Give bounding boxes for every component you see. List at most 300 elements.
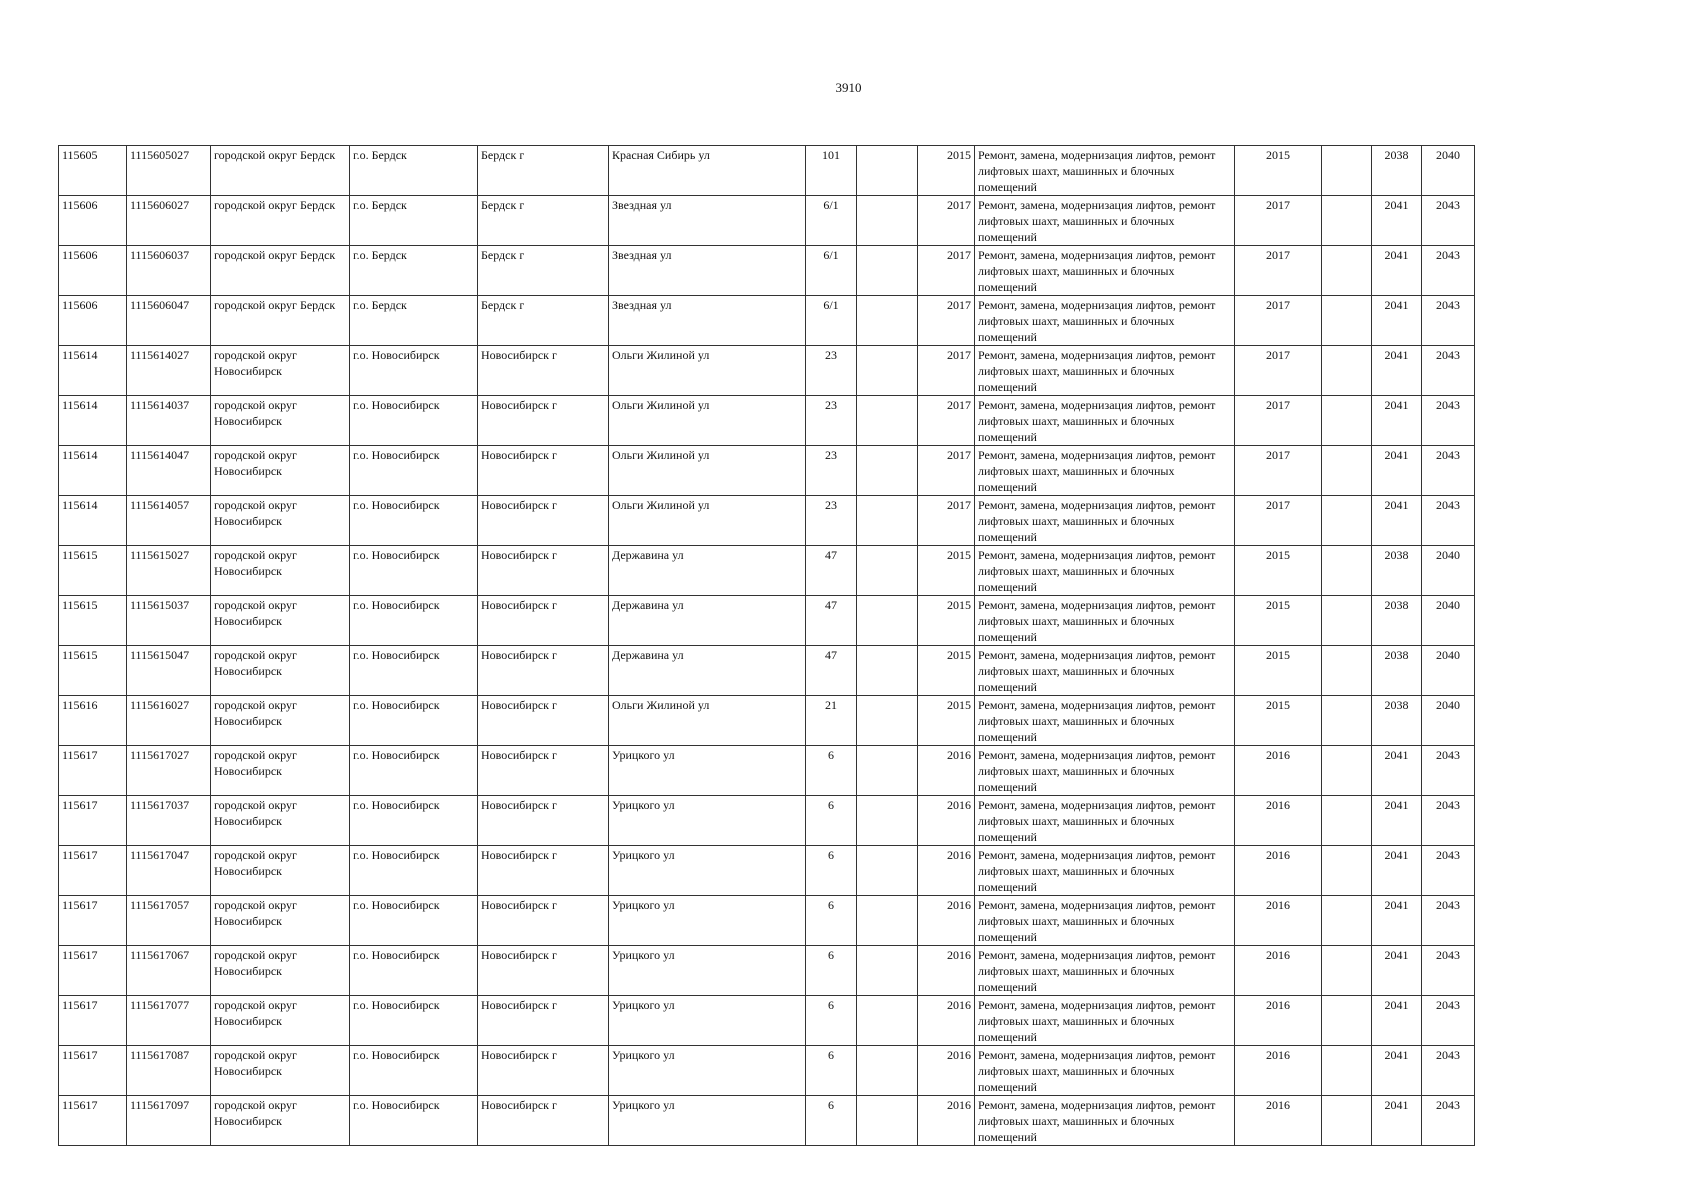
- cell-street: Звездная ул: [609, 246, 806, 296]
- cell-plan-from: 2041: [1372, 746, 1422, 796]
- cell-blank1: [857, 596, 918, 646]
- cell-id: 1115615027: [127, 546, 211, 596]
- cell-settlement: Новосибирск г: [478, 1096, 609, 1146]
- cell-blank1: [857, 696, 918, 746]
- cell-id: 1115617047: [127, 846, 211, 896]
- cell-plan-from: 2041: [1372, 996, 1422, 1046]
- cell-municipality: г.о. Новосибирск: [350, 1096, 478, 1146]
- cell-street: Державина ул: [609, 596, 806, 646]
- cell-id: 1115614027: [127, 346, 211, 396]
- cell-work: Ремонт, замена, модернизация лифтов, ремонт лифтовых шахт, машинных и блочных помещений: [975, 696, 1235, 746]
- cell-settlement: Бердск г: [478, 196, 609, 246]
- cell-plan-from: 2038: [1372, 646, 1422, 696]
- cell-year: 2016: [918, 846, 975, 896]
- cell-blank2: [1322, 246, 1372, 296]
- cell-house: 21: [806, 696, 857, 746]
- cell-code: 115617: [59, 846, 127, 896]
- cell-code: 115617: [59, 1096, 127, 1146]
- cell-settlement: Новосибирск г: [478, 396, 609, 446]
- cell-work-year: 2017: [1235, 396, 1322, 446]
- cell-settlement: Бердск г: [478, 296, 609, 346]
- cell-municipality: г.о. Новосибирск: [350, 946, 478, 996]
- cell-work: Ремонт, замена, модернизация лифтов, ремонт лифтовых шахт, машинных и блочных помещений: [975, 846, 1235, 896]
- cell-blank1: [857, 846, 918, 896]
- cell-id: 1115616027: [127, 696, 211, 746]
- cell-municipality: г.о. Новосибирск: [350, 546, 478, 596]
- cell-district: городской округ Новосибирск: [211, 546, 350, 596]
- cell-year: 2017: [918, 296, 975, 346]
- cell-district: городской округ Новосибирск: [211, 1046, 350, 1096]
- cell-district: городской округ Новосибирск: [211, 796, 350, 846]
- cell-street: Державина ул: [609, 646, 806, 696]
- cell-house: 6: [806, 1046, 857, 1096]
- cell-blank2: [1322, 196, 1372, 246]
- cell-id: 1115605027: [127, 146, 211, 196]
- cell-year: 2015: [918, 546, 975, 596]
- cell-district: городской округ Новосибирск: [211, 596, 350, 646]
- cell-house: 6/1: [806, 246, 857, 296]
- cell-code: 115606: [59, 296, 127, 346]
- cell-street: Урицкого ул: [609, 1096, 806, 1146]
- cell-id: 1115614037: [127, 396, 211, 446]
- cell-municipality: г.о. Новосибирск: [350, 496, 478, 546]
- cell-year: 2015: [918, 696, 975, 746]
- cell-municipality: г.о. Новосибирск: [350, 596, 478, 646]
- table-row: [59, 196, 1475, 246]
- cell-plan-from: 2041: [1372, 196, 1422, 246]
- cell-house: 23: [806, 396, 857, 446]
- cell-district: городской округ Новосибирск: [211, 446, 350, 496]
- cell-house: 6: [806, 1096, 857, 1146]
- cell-id: 1115606037: [127, 246, 211, 296]
- cell-blank2: [1322, 846, 1372, 896]
- cell-district: городской округ Новосибирск: [211, 1096, 350, 1146]
- cell-plan-from: 2041: [1372, 446, 1422, 496]
- cell-blank1: [857, 146, 918, 196]
- table-row: [59, 246, 1475, 296]
- cell-blank1: [857, 396, 918, 446]
- cell-street: Ольги Жилиной ул: [609, 346, 806, 396]
- cell-work: Ремонт, замена, модернизация лифтов, ремонт лифтовых шахт, машинных и блочных помещений: [975, 546, 1235, 596]
- cell-year: 2017: [918, 496, 975, 546]
- cell-work: Ремонт, замена, модернизация лифтов, ремонт лифтовых шахт, машинных и блочных помещений: [975, 946, 1235, 996]
- cell-plan-from: 2041: [1372, 396, 1422, 446]
- cell-id: 1115617027: [127, 746, 211, 796]
- cell-year: 2016: [918, 1046, 975, 1096]
- cell-year: 2016: [918, 896, 975, 946]
- cell-municipality: г.о. Новосибирск: [350, 396, 478, 446]
- cell-district: городской округ Бердск: [211, 246, 350, 296]
- cell-work-year: 2015: [1235, 546, 1322, 596]
- cell-blank1: [857, 296, 918, 346]
- cell-work-year: 2017: [1235, 446, 1322, 496]
- cell-blank1: [857, 346, 918, 396]
- cell-district: городской округ Новосибирск: [211, 696, 350, 746]
- cell-blank2: [1322, 996, 1372, 1046]
- cell-municipality: г.о. Бердск: [350, 246, 478, 296]
- cell-street: Урицкого ул: [609, 896, 806, 946]
- cell-district: городской округ Новосибирск: [211, 746, 350, 796]
- cell-work: Ремонт, замена, модернизация лифтов, ремонт лифтовых шахт, машинных и блочных помещений: [975, 896, 1235, 946]
- cell-house: 6: [806, 996, 857, 1046]
- cell-house: 6: [806, 946, 857, 996]
- cell-work-year: 2016: [1235, 1046, 1322, 1096]
- cell-work: Ремонт, замена, модернизация лифтов, ремонт лифтовых шахт, машинных и блочных помещений: [975, 146, 1235, 196]
- table-row: [59, 1096, 1475, 1146]
- cell-year: 2016: [918, 746, 975, 796]
- table-row: [59, 546, 1475, 596]
- cell-blank1: [857, 246, 918, 296]
- cell-district: городской округ Новосибирск: [211, 396, 350, 446]
- cell-settlement: Новосибирск г: [478, 496, 609, 546]
- cell-plan-to: 2043: [1422, 346, 1475, 396]
- cell-blank1: [857, 896, 918, 946]
- cell-district: городской округ Новосибирск: [211, 996, 350, 1046]
- cell-year: 2015: [918, 146, 975, 196]
- cell-work: Ремонт, замена, модернизация лифтов, ремонт лифтовых шахт, машинных и блочных помещений: [975, 596, 1235, 646]
- cell-house: 23: [806, 446, 857, 496]
- cell-blank2: [1322, 796, 1372, 846]
- cell-blank2: [1322, 396, 1372, 446]
- cell-settlement: Новосибирск г: [478, 996, 609, 1046]
- cell-district: городской округ Новосибирск: [211, 946, 350, 996]
- cell-district: городской округ Бердск: [211, 296, 350, 346]
- cell-street: Державина ул: [609, 546, 806, 596]
- cell-id: 1115614057: [127, 496, 211, 546]
- cell-code: 115615: [59, 646, 127, 696]
- cell-id: 1115617037: [127, 796, 211, 846]
- cell-id: 1115617067: [127, 946, 211, 996]
- cell-district: городской округ Бердск: [211, 196, 350, 246]
- repair-register-table: [58, 145, 1475, 1146]
- cell-id: 1115606047: [127, 296, 211, 346]
- cell-settlement: Новосибирск г: [478, 446, 609, 496]
- cell-blank1: [857, 646, 918, 696]
- cell-house: 6: [806, 896, 857, 946]
- cell-settlement: Новосибирск г: [478, 896, 609, 946]
- table-row: [59, 946, 1475, 996]
- cell-work: Ремонт, замена, модернизация лифтов, ремонт лифтовых шахт, машинных и блочных помещений: [975, 496, 1235, 546]
- cell-blank1: [857, 546, 918, 596]
- table-row: [59, 296, 1475, 346]
- cell-work-year: 2016: [1235, 746, 1322, 796]
- cell-house: 47: [806, 646, 857, 696]
- cell-code: 115615: [59, 546, 127, 596]
- cell-code: 115614: [59, 396, 127, 446]
- cell-street: Урицкого ул: [609, 996, 806, 1046]
- cell-street: Урицкого ул: [609, 846, 806, 896]
- cell-id: 1115615047: [127, 646, 211, 696]
- cell-municipality: г.о. Новосибирск: [350, 446, 478, 496]
- table-row: [59, 846, 1475, 896]
- cell-blank2: [1322, 346, 1372, 396]
- cell-year: 2016: [918, 946, 975, 996]
- cell-blank2: [1322, 596, 1372, 646]
- cell-work: Ремонт, замена, модернизация лифтов, ремонт лифтовых шахт, машинных и блочных помещений: [975, 196, 1235, 246]
- cell-year: 2017: [918, 446, 975, 496]
- cell-blank2: [1322, 446, 1372, 496]
- cell-plan-from: 2038: [1372, 596, 1422, 646]
- cell-settlement: Новосибирск г: [478, 346, 609, 396]
- cell-plan-from: 2041: [1372, 896, 1422, 946]
- page-number: 3910: [835, 80, 862, 95]
- cell-id: 1115606027: [127, 196, 211, 246]
- table-row: [59, 396, 1475, 446]
- cell-plan-to: 2043: [1422, 896, 1475, 946]
- cell-blank1: [857, 1096, 918, 1146]
- cell-plan-to: 2040: [1422, 646, 1475, 696]
- cell-street: Звездная ул: [609, 196, 806, 246]
- cell-plan-to: 2043: [1422, 1046, 1475, 1096]
- cell-street: Звездная ул: [609, 296, 806, 346]
- cell-settlement: Новосибирск г: [478, 596, 609, 646]
- cell-blank2: [1322, 646, 1372, 696]
- cell-work: Ремонт, замена, модернизация лифтов, ремонт лифтовых шахт, машинных и блочных помещений: [975, 296, 1235, 346]
- cell-municipality: г.о. Новосибирск: [350, 1046, 478, 1096]
- cell-work: Ремонт, замена, модернизация лифтов, ремонт лифтовых шахт, машинных и блочных помещений: [975, 746, 1235, 796]
- cell-street: Ольги Жилиной ул: [609, 496, 806, 546]
- cell-house: 6: [806, 746, 857, 796]
- cell-id: 1115615037: [127, 596, 211, 646]
- cell-work: Ремонт, замена, модернизация лифтов, ремонт лифтовых шахт, машинных и блочных помещений: [975, 446, 1235, 496]
- cell-code: 115616: [59, 696, 127, 746]
- cell-code: 115617: [59, 996, 127, 1046]
- cell-municipality: г.о. Новосибирск: [350, 646, 478, 696]
- cell-id: 1115617087: [127, 1046, 211, 1096]
- cell-blank2: [1322, 696, 1372, 746]
- cell-street: Урицкого ул: [609, 946, 806, 996]
- cell-work: Ремонт, замена, модернизация лифтов, ремонт лифтовых шахт, машинных и блочных помещений: [975, 1096, 1235, 1146]
- table-row: [59, 796, 1475, 846]
- cell-code: 115617: [59, 746, 127, 796]
- cell-work-year: 2016: [1235, 896, 1322, 946]
- table-body: [59, 146, 1475, 1146]
- cell-settlement: Новосибирск г: [478, 546, 609, 596]
- cell-house: 6: [806, 796, 857, 846]
- cell-plan-to: 2043: [1422, 246, 1475, 296]
- cell-municipality: г.о. Новосибирск: [350, 346, 478, 396]
- cell-street: Урицкого ул: [609, 746, 806, 796]
- cell-code: 115615: [59, 596, 127, 646]
- cell-id: 1115617097: [127, 1096, 211, 1146]
- cell-plan-to: 2040: [1422, 146, 1475, 196]
- cell-plan-to: 2043: [1422, 396, 1475, 446]
- cell-plan-from: 2038: [1372, 546, 1422, 596]
- cell-plan-to: 2043: [1422, 446, 1475, 496]
- cell-settlement: Новосибирск г: [478, 796, 609, 846]
- cell-settlement: Новосибирск г: [478, 696, 609, 746]
- cell-municipality: г.о. Новосибирск: [350, 846, 478, 896]
- table-row: [59, 1046, 1475, 1096]
- table-row: [59, 596, 1475, 646]
- cell-work: Ремонт, замена, модернизация лифтов, ремонт лифтовых шахт, машинных и блочных помещений: [975, 646, 1235, 696]
- cell-code: 115617: [59, 796, 127, 846]
- cell-blank2: [1322, 1096, 1372, 1146]
- cell-year: 2015: [918, 596, 975, 646]
- cell-plan-from: 2041: [1372, 946, 1422, 996]
- cell-plan-to: 2040: [1422, 696, 1475, 746]
- cell-id: 1115617077: [127, 996, 211, 1046]
- cell-blank2: [1322, 496, 1372, 546]
- table-row: [59, 346, 1475, 396]
- cell-plan-to: 2040: [1422, 546, 1475, 596]
- cell-plan-to: 2043: [1422, 996, 1475, 1046]
- cell-work: Ремонт, замена, модернизация лифтов, ремонт лифтовых шахт, машинных и блочных помещений: [975, 396, 1235, 446]
- cell-settlement: Новосибирск г: [478, 846, 609, 896]
- cell-house: 47: [806, 546, 857, 596]
- cell-code: 115617: [59, 1046, 127, 1096]
- cell-work: Ремонт, замена, модернизация лифтов, ремонт лифтовых шахт, машинных и блочных помещений: [975, 796, 1235, 846]
- cell-plan-from: 2041: [1372, 796, 1422, 846]
- cell-work: Ремонт, замена, модернизация лифтов, ремонт лифтовых шахт, машинных и блочных помещений: [975, 1046, 1235, 1096]
- cell-work-year: 2016: [1235, 946, 1322, 996]
- cell-municipality: г.о. Новосибирск: [350, 796, 478, 846]
- cell-plan-to: 2043: [1422, 196, 1475, 246]
- cell-street: Ольги Жилиной ул: [609, 696, 806, 746]
- cell-municipality: г.о. Новосибирск: [350, 746, 478, 796]
- cell-blank2: [1322, 896, 1372, 946]
- cell-street: Ольги Жилиной ул: [609, 396, 806, 446]
- cell-plan-to: 2043: [1422, 946, 1475, 996]
- cell-id: 1115614047: [127, 446, 211, 496]
- cell-house: 23: [806, 496, 857, 546]
- cell-house: 6/1: [806, 296, 857, 346]
- cell-plan-to: 2043: [1422, 846, 1475, 896]
- cell-plan-to: 2043: [1422, 746, 1475, 796]
- cell-plan-from: 2041: [1372, 846, 1422, 896]
- cell-work: Ремонт, замена, модернизация лифтов, ремонт лифтовых шахт, машинных и блочных помещений: [975, 246, 1235, 296]
- cell-blank2: [1322, 746, 1372, 796]
- cell-work-year: 2015: [1235, 696, 1322, 746]
- cell-id: 1115617057: [127, 896, 211, 946]
- cell-settlement: Новосибирск г: [478, 1046, 609, 1096]
- cell-year: 2017: [918, 346, 975, 396]
- cell-district: городской округ Новосибирск: [211, 646, 350, 696]
- cell-municipality: г.о. Новосибирск: [350, 996, 478, 1046]
- cell-work-year: 2016: [1235, 1096, 1322, 1146]
- cell-blank1: [857, 946, 918, 996]
- cell-code: 115614: [59, 496, 127, 546]
- cell-house: 47: [806, 596, 857, 646]
- cell-work-year: 2017: [1235, 346, 1322, 396]
- cell-plan-to: 2043: [1422, 796, 1475, 846]
- cell-work: Ремонт, замена, модернизация лифтов, ремонт лифтовых шахт, машинных и блочных помещений: [975, 996, 1235, 1046]
- cell-municipality: г.о. Бердск: [350, 296, 478, 346]
- cell-blank1: [857, 196, 918, 246]
- cell-street: Урицкого ул: [609, 1046, 806, 1096]
- cell-street: Ольги Жилиной ул: [609, 446, 806, 496]
- cell-plan-from: 2038: [1372, 696, 1422, 746]
- cell-blank1: [857, 796, 918, 846]
- cell-blank2: [1322, 146, 1372, 196]
- cell-plan-from: 2041: [1372, 496, 1422, 546]
- cell-work-year: 2015: [1235, 596, 1322, 646]
- cell-plan-from: 2041: [1372, 246, 1422, 296]
- cell-work-year: 2016: [1235, 846, 1322, 896]
- cell-plan-from: 2038: [1372, 146, 1422, 196]
- cell-blank2: [1322, 946, 1372, 996]
- cell-code: 115605: [59, 146, 127, 196]
- cell-work-year: 2016: [1235, 996, 1322, 1046]
- cell-work-year: 2017: [1235, 296, 1322, 346]
- cell-year: 2017: [918, 196, 975, 246]
- cell-settlement: Новосибирск г: [478, 646, 609, 696]
- cell-district: городской округ Бердск: [211, 146, 350, 196]
- cell-plan-to: 2043: [1422, 496, 1475, 546]
- cell-blank1: [857, 746, 918, 796]
- cell-municipality: г.о. Новосибирск: [350, 896, 478, 946]
- cell-work-year: 2017: [1235, 496, 1322, 546]
- cell-blank1: [857, 996, 918, 1046]
- cell-house: 101: [806, 146, 857, 196]
- table-row: [59, 746, 1475, 796]
- cell-house: 6/1: [806, 196, 857, 246]
- cell-plan-to: 2043: [1422, 296, 1475, 346]
- table-row: [59, 646, 1475, 696]
- cell-year: 2016: [918, 796, 975, 846]
- cell-plan-from: 2041: [1372, 1046, 1422, 1096]
- cell-district: городской округ Новосибирск: [211, 896, 350, 946]
- table-row: [59, 996, 1475, 1046]
- cell-work-year: 2017: [1235, 246, 1322, 296]
- cell-code: 115617: [59, 896, 127, 946]
- table-row: [59, 146, 1475, 196]
- cell-work: Ремонт, замена, модернизация лифтов, ремонт лифтовых шахт, машинных и блочных помещений: [975, 346, 1235, 396]
- cell-district: городской округ Новосибирск: [211, 496, 350, 546]
- cell-work-year: 2015: [1235, 146, 1322, 196]
- cell-settlement: Бердск г: [478, 146, 609, 196]
- cell-plan-to: 2043: [1422, 1096, 1475, 1146]
- cell-settlement: Новосибирск г: [478, 946, 609, 996]
- cell-code: 115614: [59, 346, 127, 396]
- cell-blank2: [1322, 1046, 1372, 1096]
- table-row: [59, 496, 1475, 546]
- cell-work-year: 2017: [1235, 196, 1322, 246]
- cell-street: Урицкого ул: [609, 796, 806, 846]
- table-row: [59, 696, 1475, 746]
- table-row: [59, 446, 1475, 496]
- cell-year: 2017: [918, 396, 975, 446]
- table-row: [59, 896, 1475, 946]
- cell-work-year: 2015: [1235, 646, 1322, 696]
- cell-blank1: [857, 446, 918, 496]
- cell-plan-from: 2041: [1372, 1096, 1422, 1146]
- cell-year: 2017: [918, 246, 975, 296]
- cell-year: 2016: [918, 996, 975, 1046]
- cell-code: 115614: [59, 446, 127, 496]
- cell-street: Красная Сибирь ул: [609, 146, 806, 196]
- cell-municipality: г.о. Новосибирск: [350, 696, 478, 746]
- cell-year: 2015: [918, 646, 975, 696]
- cell-blank2: [1322, 546, 1372, 596]
- cell-district: городской округ Новосибирск: [211, 846, 350, 896]
- cell-plan-from: 2041: [1372, 296, 1422, 346]
- cell-blank1: [857, 496, 918, 546]
- cell-district: городской округ Новосибирск: [211, 346, 350, 396]
- cell-code: 115606: [59, 246, 127, 296]
- cell-blank1: [857, 1046, 918, 1096]
- cell-plan-to: 2040: [1422, 596, 1475, 646]
- cell-municipality: г.о. Бердск: [350, 196, 478, 246]
- cell-settlement: Бердск г: [478, 246, 609, 296]
- cell-municipality: г.о. Бердск: [350, 146, 478, 196]
- cell-code: 115617: [59, 946, 127, 996]
- cell-code: 115606: [59, 196, 127, 246]
- cell-work-year: 2016: [1235, 796, 1322, 846]
- cell-house: 6: [806, 846, 857, 896]
- cell-blank2: [1322, 296, 1372, 346]
- cell-plan-from: 2041: [1372, 346, 1422, 396]
